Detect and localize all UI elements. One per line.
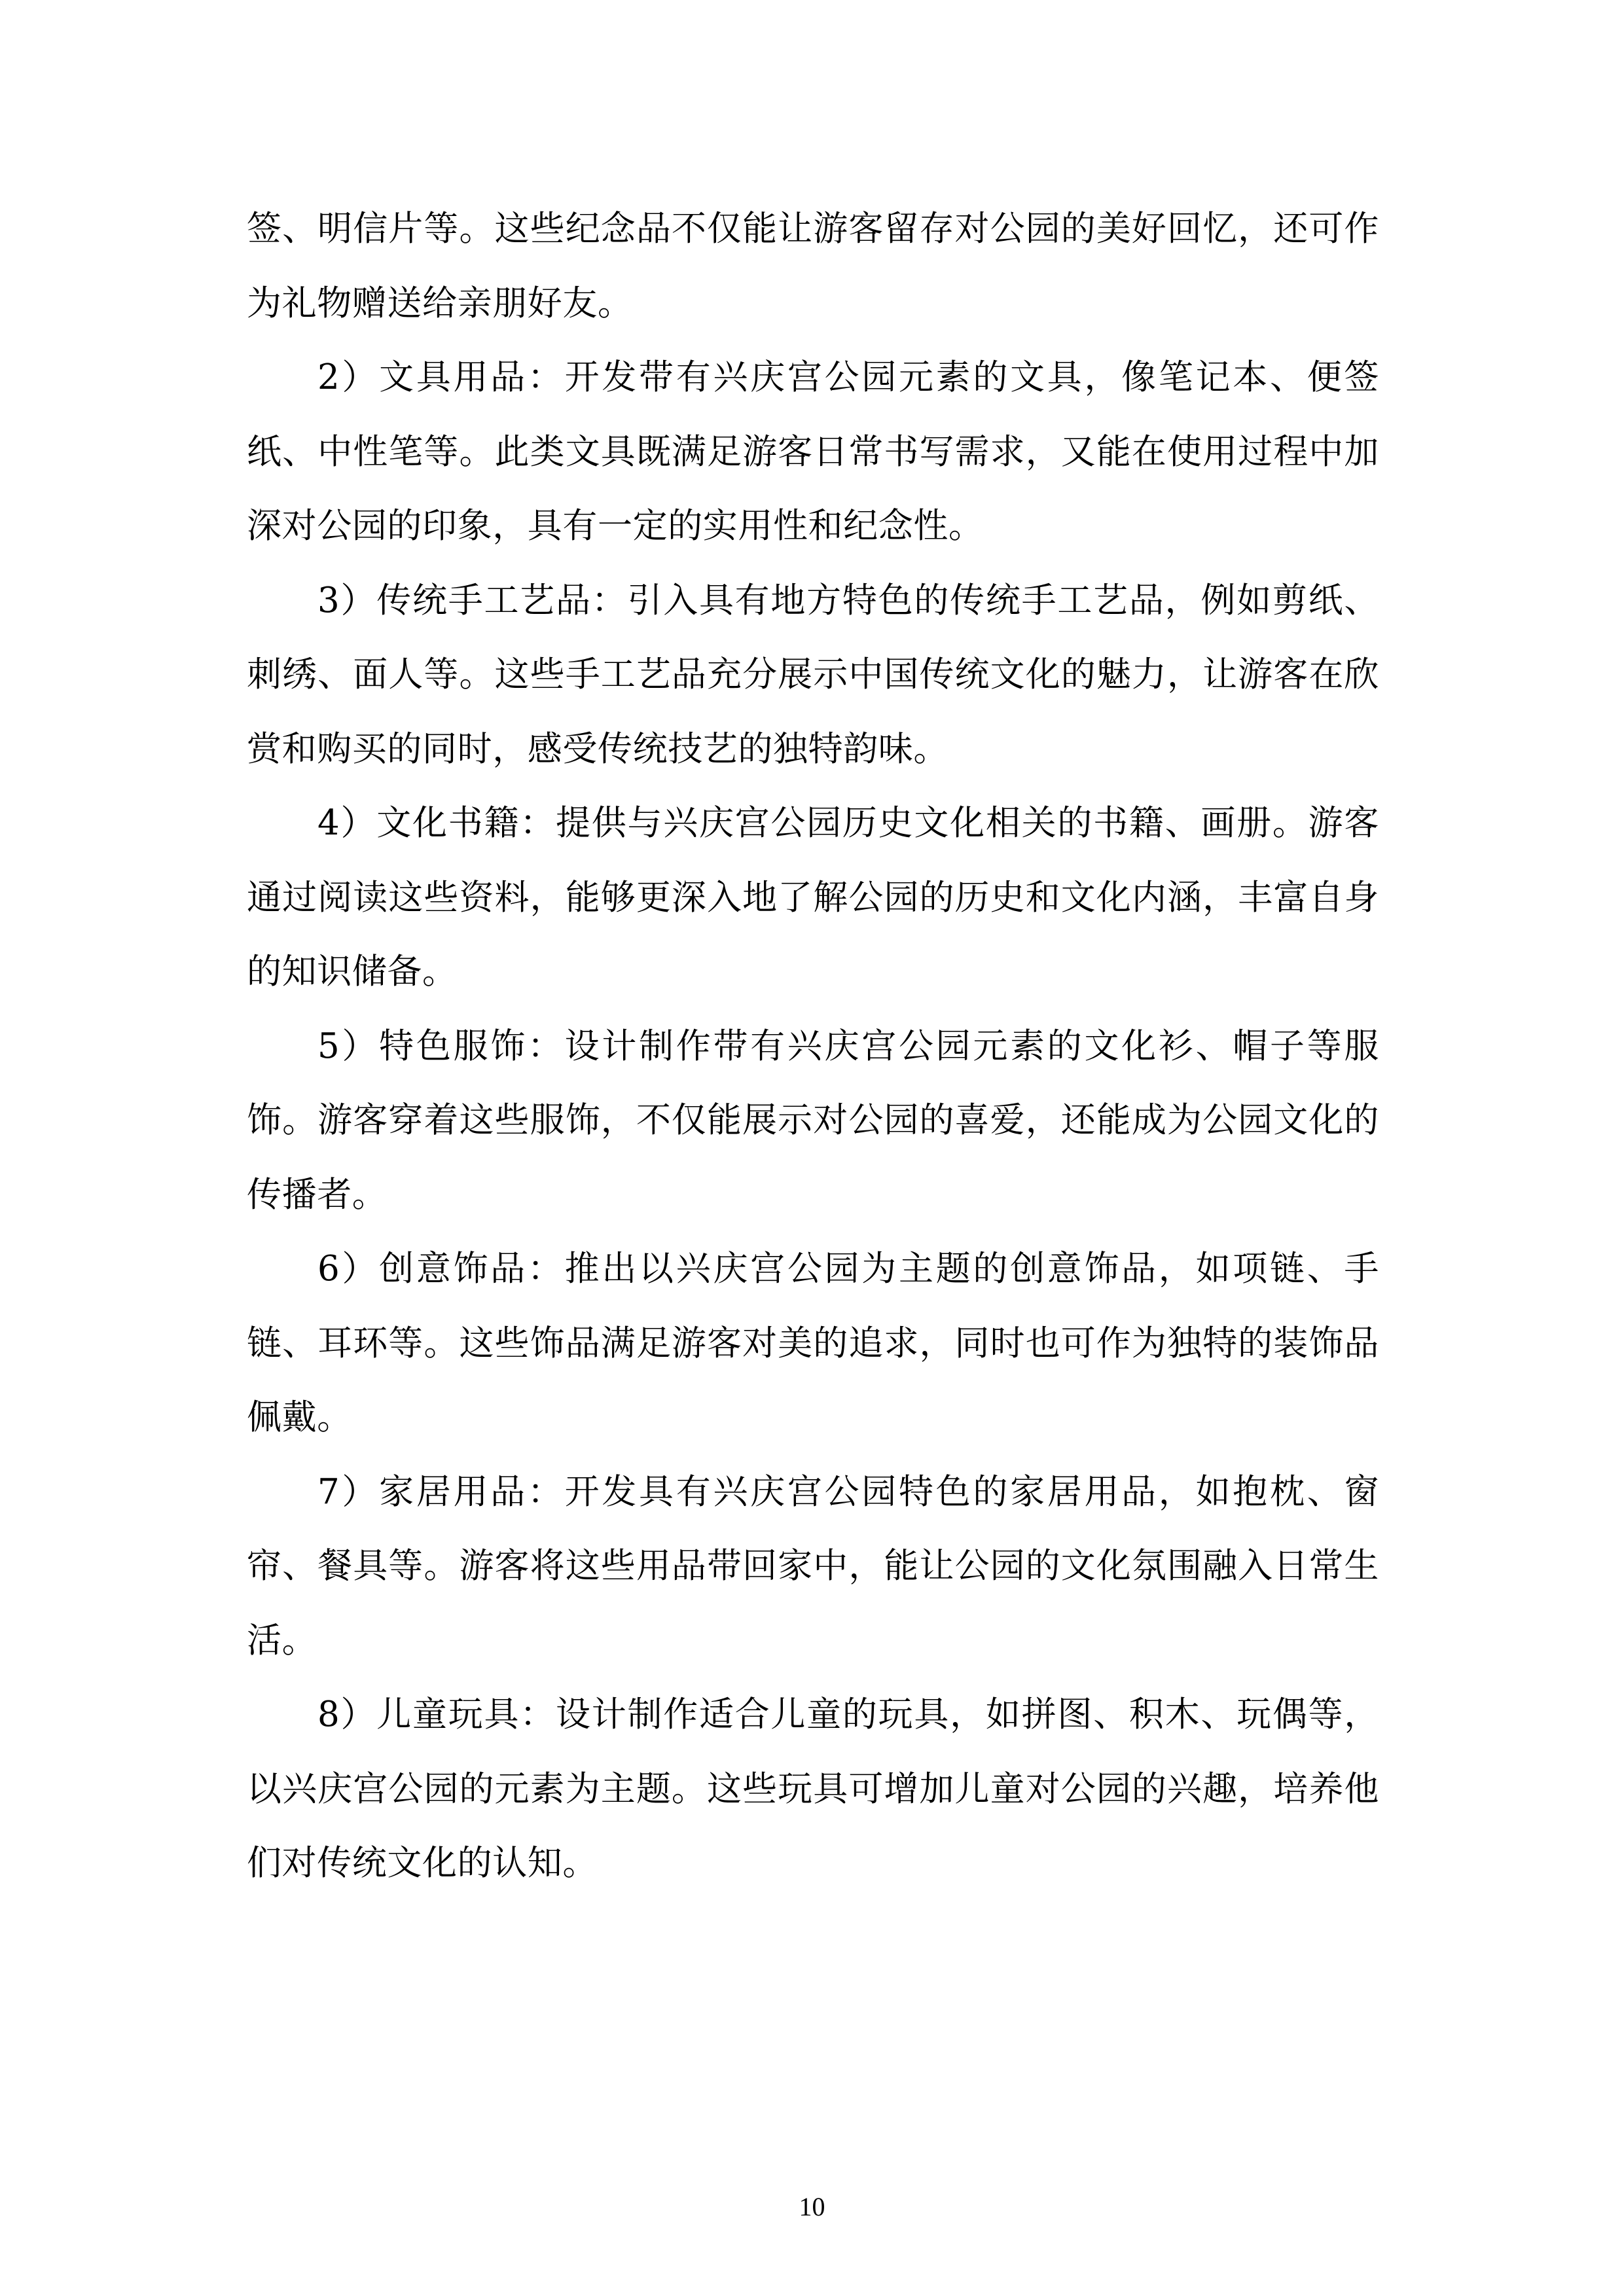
paragraph-item-3-handicrafts: 3）传统手工艺品：引入具有地方特色的传统手工艺品，例如剪纸、刺绣、面人等。这些手工艺品充分展示中国传统文化的魅力，让游客在欣赏和购买的同时，感受传统技艺的独特韵味。: [247, 580, 1379, 769]
body-text: [247, 192, 1379, 1901]
paragraph-item-2-stationery: 2）文具用品：开发带有兴庆宫公园元素的文具，像笔记本、便签纸、中性笔等。此类文具既满足游客日常书写需求，又能在使用过程中加深对公园的印象，具有一定的实用性和纪念性。: [247, 357, 1379, 546]
paragraph-item-8-toys: 8）儿童玩具：设计制作适合儿童的玩具，如拼图、积木、玩偶等，以兴庆宫公园的元素为主题。这些玩具可增加儿童对公园的兴趣，培养他们对传统文化的认知。: [247, 1695, 1379, 1883]
paragraph-item-4-books: 4）文化书籍：提供与兴庆宫公园历史文化相关的书籍、画册。游客通过阅读这些资料，能够更深入地了解公园的历史和文化内涵，丰富自身的知识储备。: [247, 803, 1379, 992]
page-number: 10: [799, 2192, 825, 2221]
paragraph-item-5-apparel: 5）特色服饰：设计制作带有兴庆宫公园元素的文化衫、帽子等服饰。游客穿着这些服饰，不仅能展示对公园的喜爱，还能成为公园文化的传播者。: [247, 1026, 1379, 1215]
paragraph-continuation: 签、明信片等。这些纪念品不仅能让游客留存对公园的美好回忆，还可作为礼物赠送给亲朋好友。: [247, 209, 1379, 323]
paragraph-item-6-accessories: 6）创意饰品：推出以兴庆宫公园为主题的创意饰品，如项链、手链、耳环等。这些饰品满足游客对美的追求，同时也可作为独特的装饰品佩戴。: [247, 1249, 1379, 1437]
paragraph-item-7-homeware: 7）家居用品：开发具有兴庆宫公园特色的家居用品，如抱枕、窗帘、餐具等。游客将这些用品带回家中，能让公园的文化氛围融入日常生活。: [247, 1471, 1379, 1660]
